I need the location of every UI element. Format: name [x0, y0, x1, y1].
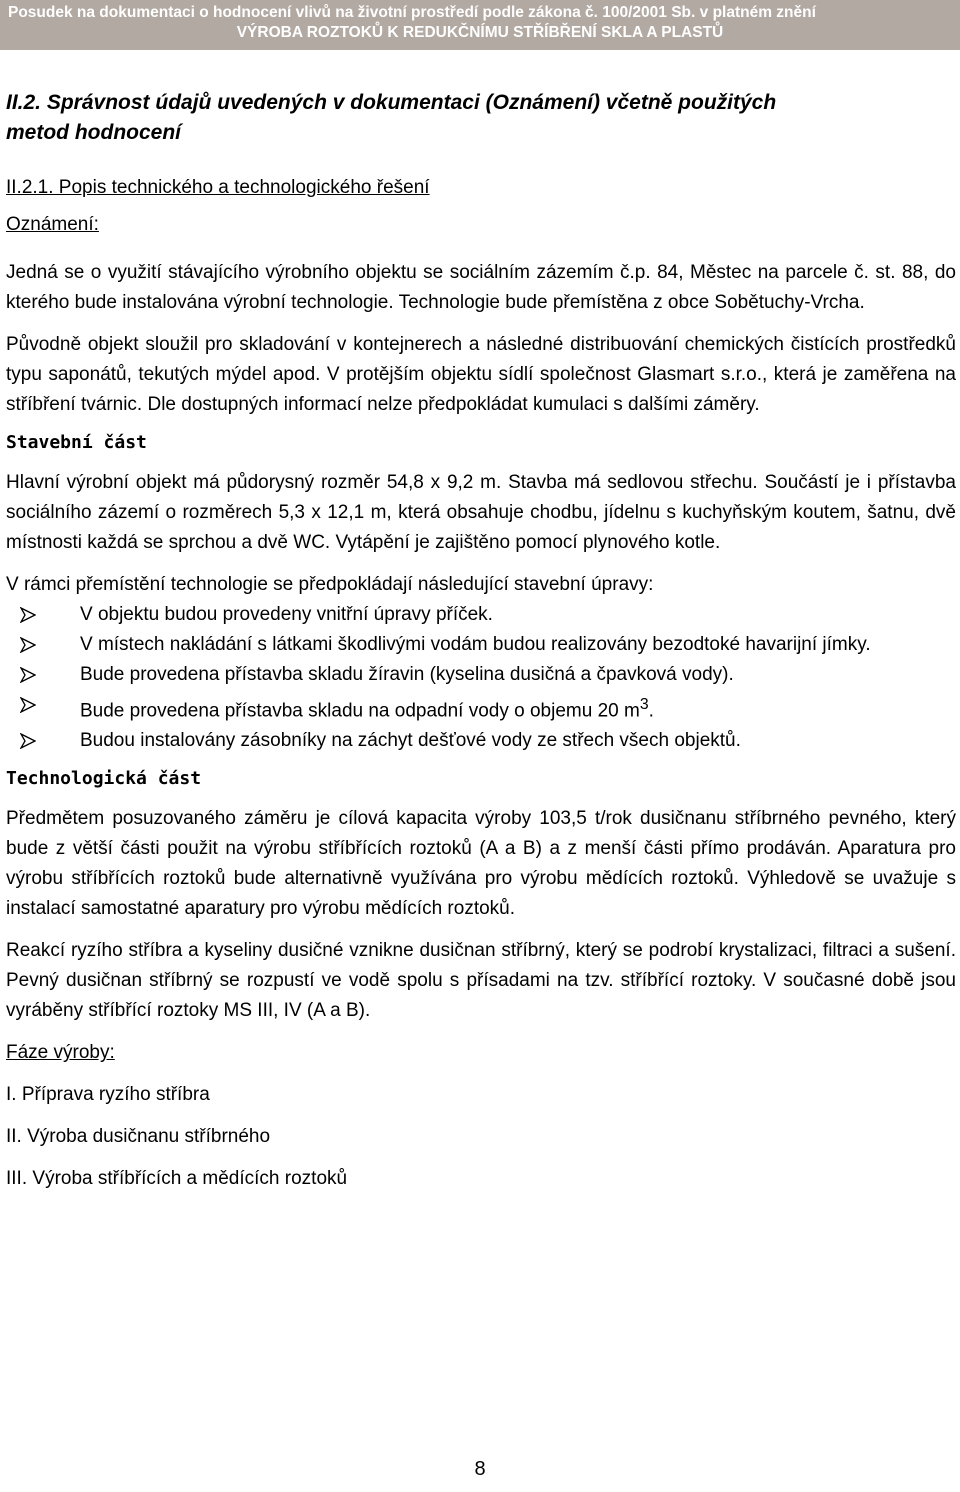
arrow-bullet-icon	[20, 607, 36, 623]
bullet-text: V místech nakládání s látkami škodlivými vodám budou realizovány bezodtoké havarijní jímky.	[80, 634, 871, 655]
list-item	[6, 726, 956, 756]
paragraph-history: Původně objekt sloužil pro skladování v kontejnerech a následné distribuování chemických čistících prostředků typu saponátů, tekutých mýdel apod. V protějším objektu sídlí společnost Glasmart s.r.o., která je zaměřena na stříbření tvárnic. Dle dostupných informací nelze předpokládat kumulaci s dalšími záměry.	[6, 334, 956, 415]
arrow-bullet-icon	[20, 733, 36, 749]
heading-technologicka-cast: Technologická část	[6, 768, 202, 790]
list-item	[6, 600, 956, 630]
page-content	[6, 88, 956, 1194]
section-title-line1: II.2. Správnost údajů uvedených v dokumentaci (Oznámení) včetně použitých	[6, 91, 777, 114]
label-faze-vyroby: Fáze výroby:	[6, 1042, 115, 1064]
phase-item: I. Příprava ryzího stříbra	[6, 1084, 210, 1106]
paragraph-modifications-intro: V rámci přemístění technologie se předpokládají následující stavební úpravy:	[6, 574, 654, 595]
arrow-bullet-icon	[20, 697, 36, 713]
section-title	[6, 88, 956, 148]
section-title-line2: metod hodnocení	[6, 121, 181, 144]
bullet-text-end: .	[648, 700, 654, 722]
phase-item: II. Výroba dusičnanu stříbrného	[6, 1126, 271, 1148]
paragraph-process: Reakcí ryzího stříbra a kyseliny dusičné vznikne dusičnan stříbrný, který se podrobí krystalizaci, filtraci a sušení. Pevný dusičnan stříbrný se rozpustí ve vodě spolu s přísadami na tzv. stříbřící roztoky. V současné době jsou vyráběny stříbřící roztoky MS III, IV (A a B).	[6, 940, 956, 1022]
superscript: 3	[639, 696, 649, 713]
bullet-text: V objektu budou provedeny vnitřní úpravy příček.	[80, 604, 493, 625]
list-item	[6, 690, 956, 726]
page-number: 8	[474, 1458, 486, 1480]
arrow-bullet-icon	[20, 667, 36, 683]
label-oznameni: Oznámení:	[6, 214, 99, 235]
list-item	[6, 660, 956, 690]
bullet-text: Budou instalovány zásobníky na záchyt dešťové vody ze střech všech objektů.	[80, 730, 741, 752]
document-header	[0, 0, 960, 50]
modifications-list	[6, 600, 956, 756]
list-item	[6, 630, 956, 660]
subsection-title: II.2.1. Popis technického a technologického řešení	[6, 177, 430, 198]
heading-stavebni-cast: Stavební část	[6, 432, 147, 453]
header-title: Posudek na dokumentaci o hodnocení vlivů na životní prostředí podle zákona č. 100/2001 Sb. v platném znění	[8, 4, 816, 21]
bullet-text: Bude provedena přístavba skladu na odpadní vody o objemu 20 m	[80, 700, 640, 722]
paragraph-capacity: Předmětem posuzovaného záměru je cílová kapacita výroby 103,5 t/rok dusičnanu stříbrného pevného, který bude z větší části použit na výrobu stříbřících roztoků (A a B) a z menší části přímo prodáván. Aparatura pro výrobu stříbřících roztoků bude alternativně využívána pro výrobu mědících roztoků. Výhledově se uvažuje s instalací samostatné aparatury pro výrobu mědících roztoků.	[6, 808, 956, 920]
bullet-text: Bude provedena přístavba skladu žíravin (kyselina dusičná a čpavková vody).	[80, 664, 734, 685]
arrow-bullet-icon	[20, 637, 36, 653]
header-project-title: VÝROBA ROZTOKŮ K REDUKČNÍMU STŘÍBŘENÍ SKLA A PLASTŮ	[236, 24, 724, 41]
paragraph-location: Jedná se o využití stávajícího výrobního objektu se sociálním zázemím č.p. 84, Městec na parcele č. st. 88, do kterého bude instalována výrobní technologie. Technologie bude přemístěna z obce Sobětuchy-Vrcha.	[6, 262, 956, 313]
paragraph-building: Hlavní výrobní objekt má půdorysný rozměr 54,8 x 9,2 m. Stavba má sedlovou střechu. Součástí je i přístavba sociálního zázemí o rozměrech 5,3 x 12,1 m, která obsahuje chodbu, jídelnu s kuchyňským koutem, šatnu, dvě místnosti každá se sprchou a dvě WC. Vytápění je zajištěno pomocí plynového kotle.	[6, 472, 956, 553]
phase-item: III. Výroba stříbřících a mědících roztoků	[6, 1168, 348, 1190]
